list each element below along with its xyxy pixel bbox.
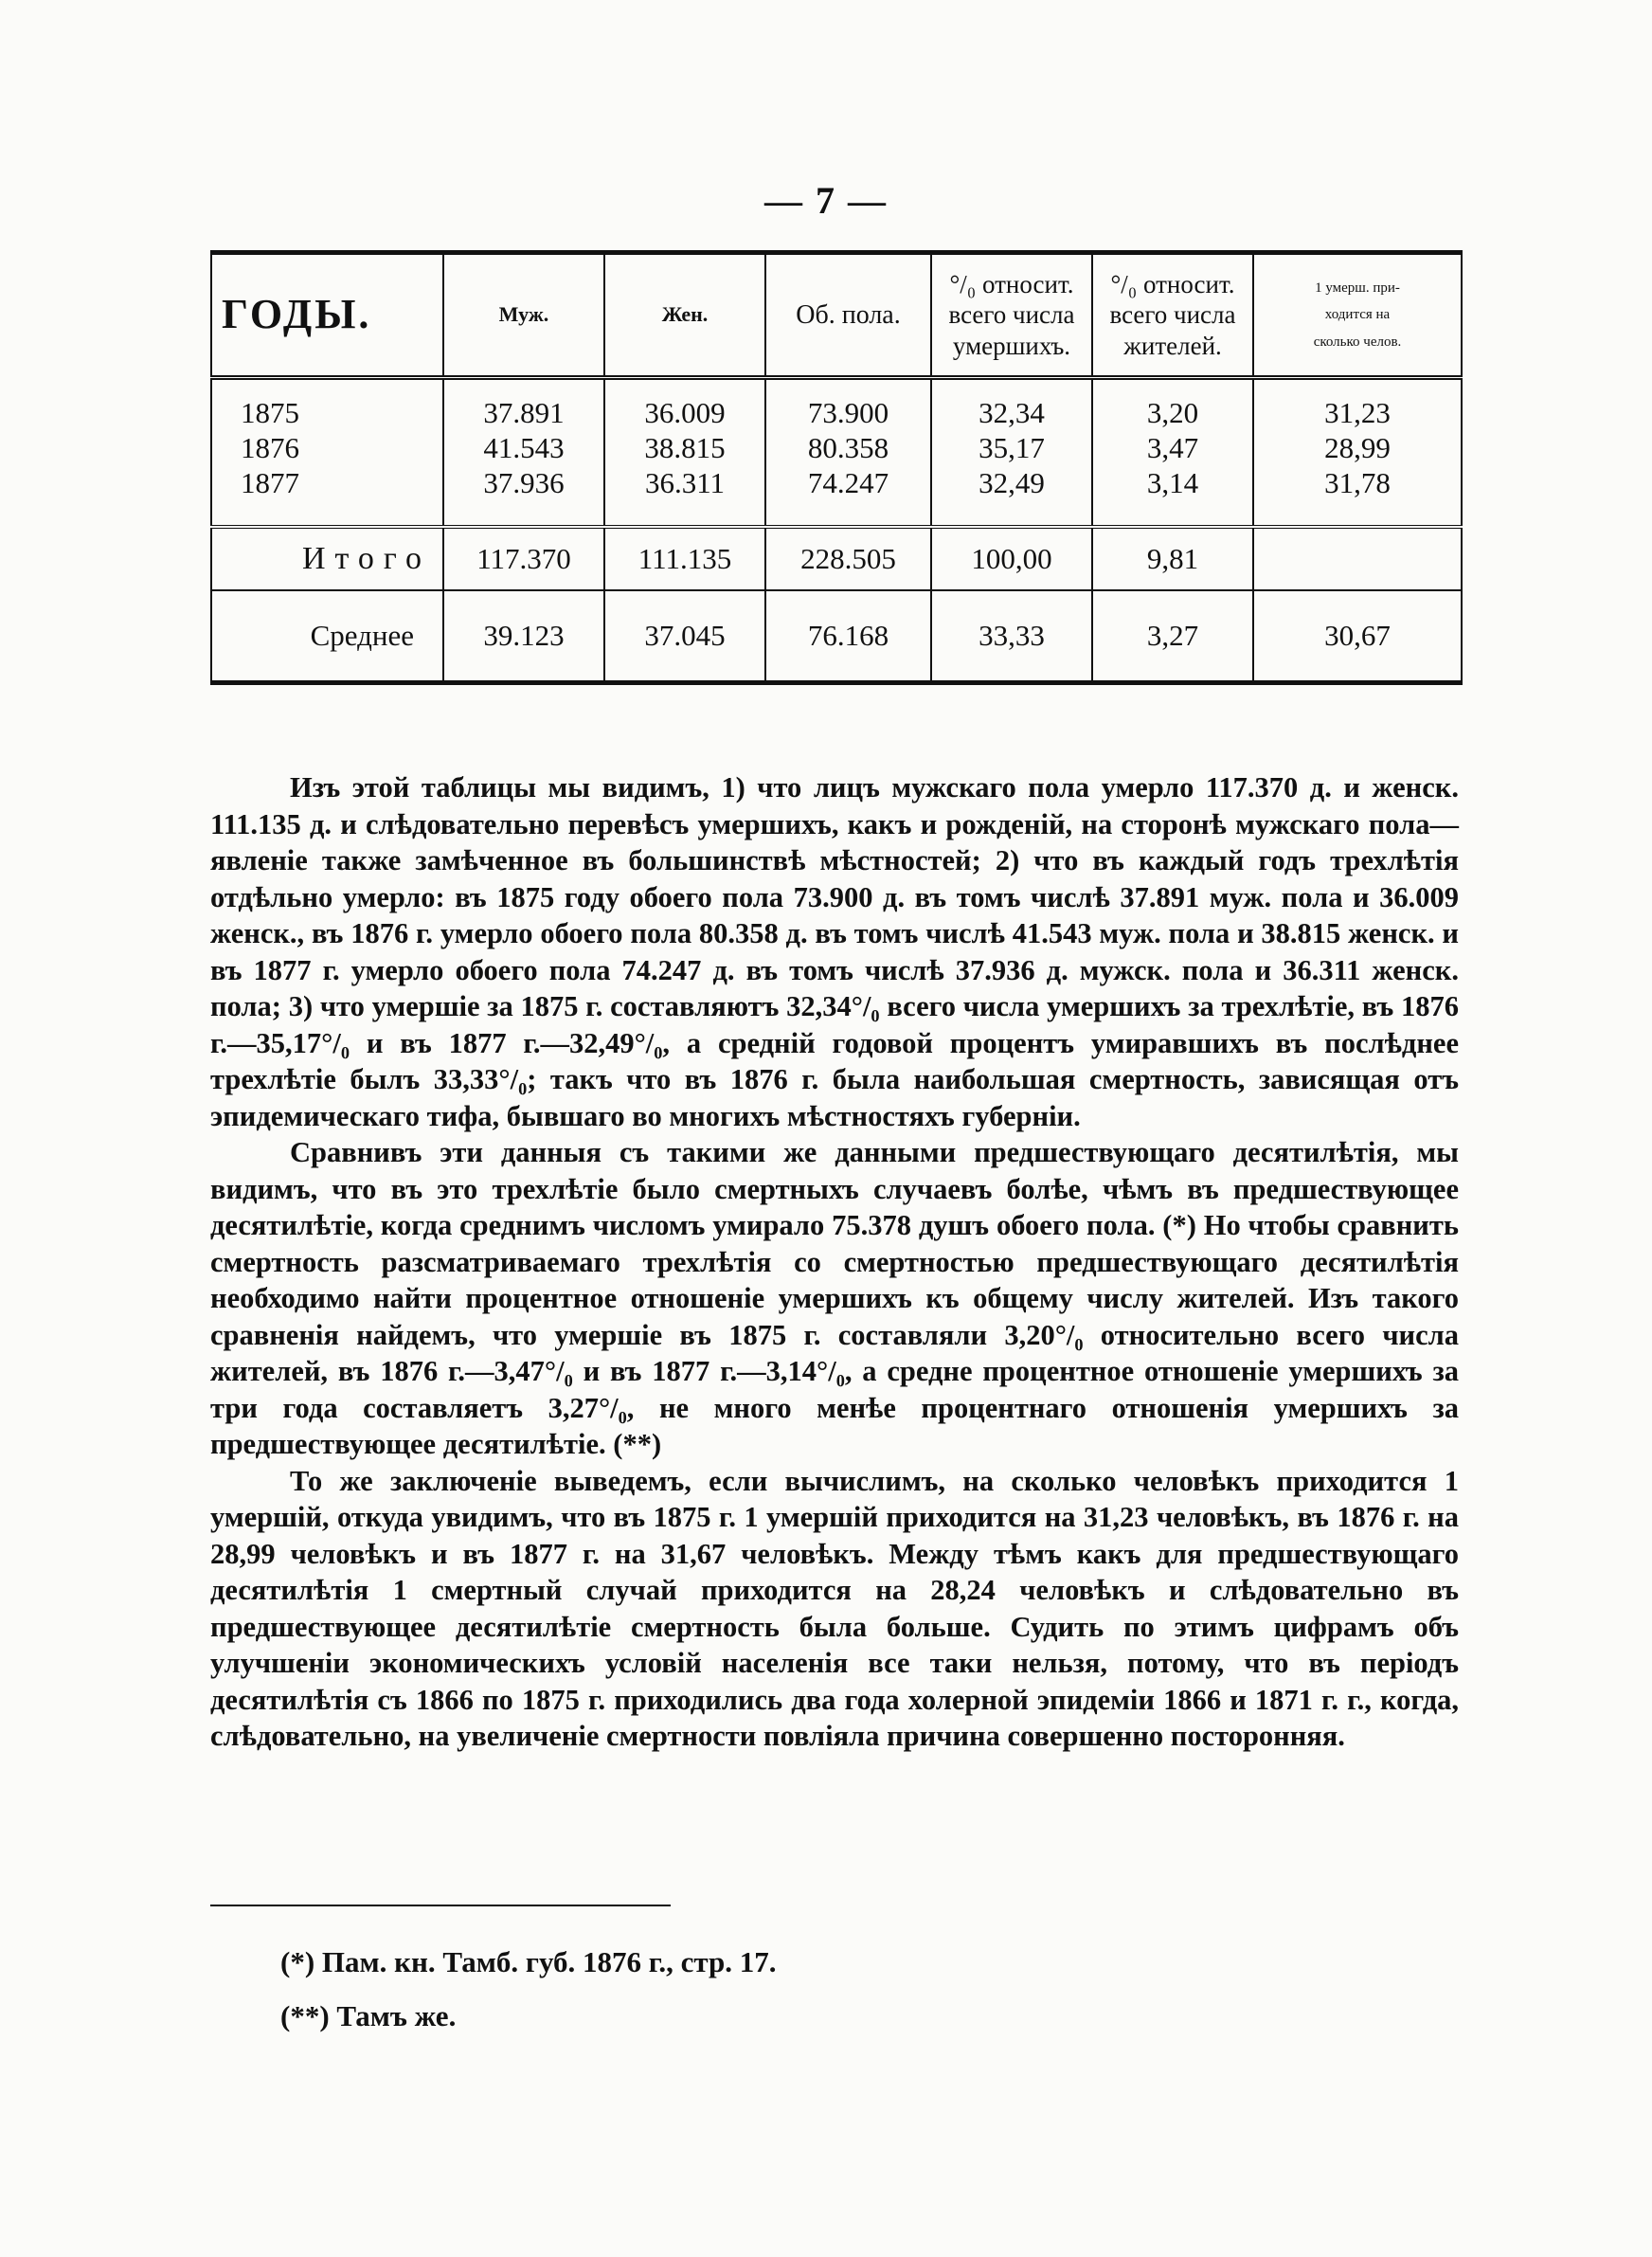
table-cell: 3,27 — [1092, 590, 1253, 683]
table-cell: 28,99 — [1324, 431, 1391, 464]
table-cell: 1875 — [241, 396, 299, 429]
footnote: (*) Пам. кн. Тамб. губ. 1876 г., стр. 17. — [280, 1945, 777, 1978]
table-cell: 73.900 — [807, 396, 889, 429]
header-years: ГОДЫ. — [222, 291, 372, 338]
column-male — [443, 378, 604, 528]
table-cell: 39.123 — [443, 590, 604, 683]
table-row-years — [211, 378, 1462, 528]
table-cell — [1253, 527, 1462, 590]
table-cell: 9,81 — [1092, 527, 1253, 590]
header-per-persons: 1 умерш. при- ходится на сколько челов. — [1253, 253, 1462, 378]
body-text — [210, 769, 1459, 1755]
table-cell: 36.009 — [644, 396, 726, 429]
table-cell: 31,78 — [1324, 466, 1391, 499]
mean-label: Среднее — [211, 590, 443, 683]
table-cell: 76.168 — [765, 590, 931, 683]
table-cell: 1877 — [241, 466, 299, 499]
mortality-table — [210, 250, 1463, 685]
table-cell: 3,14 — [1146, 466, 1199, 499]
table-cell: 37.936 — [483, 466, 565, 499]
table-cell: 3,47 — [1146, 431, 1199, 464]
table-cell: 36.311 — [644, 466, 726, 499]
table-cell: 32,49 — [979, 466, 1045, 499]
table-cell: 38.815 — [644, 431, 726, 464]
table-cell: 30,67 — [1253, 590, 1462, 683]
table-cell: 111.135 — [604, 527, 765, 590]
column-both — [765, 378, 931, 528]
footnote: (**) Тамъ же. — [280, 1999, 457, 2032]
column-per-persons — [1253, 378, 1462, 528]
page-number: — 7 — — [764, 179, 888, 222]
table-cell: 228.505 — [765, 527, 931, 590]
table-row-mean — [211, 590, 1462, 683]
table-cell: 1876 — [241, 431, 299, 464]
table-cell: 3,20 — [1146, 396, 1199, 429]
paragraph: То же заключеніе выведемъ, если вычислимъ, на сколько человѣкъ приходится 1 умершій, откуда увидимъ, что въ 1875 г. 1 умершій приходится на 31,23 человѣкъ, въ 1876 г. на 28,99 человѣкъ и въ 1877 г. на 31,67 человѣкъ. Между тѣмъ какъ для предшествующаго десятилѣтія 1 смертный случай приходится на 28,24 человѣкъ и слѣдовательно въ предшествующее десятилѣтіе смертность была больше. Судить по этимъ цифрамъ объ улучшеніи экономическихъ условій населенія все таки нельзя, потому, что въ періодъ десятилѣтія съ 1866 по 1875 г. приходились два года холерной эпидеміи 1866 и 1871 г. г., когда, слѣдовательно, на увеличеніе смертности повліяла причина совершенно посторонняя. — [210, 1464, 1459, 1752]
total-label: Итого — [211, 527, 443, 590]
table-cell: 35,17 — [979, 431, 1045, 464]
header-both: Об. пола. — [765, 253, 931, 378]
table-cell: 37.045 — [604, 590, 765, 683]
header-male: Муж. — [443, 253, 604, 378]
table-cell: 31,23 — [1324, 396, 1391, 429]
footnotes — [280, 1935, 776, 2043]
column-years — [211, 378, 443, 528]
table-cell: 32,34 — [979, 396, 1045, 429]
table-header-row — [211, 253, 1462, 378]
table-cell: 41.543 — [483, 431, 565, 464]
table-cell: 117.370 — [443, 527, 604, 590]
header-pct-population: °/₀ относит. всего числа жителей. — [1092, 253, 1253, 378]
header-female: Жен. — [604, 253, 765, 378]
table-cell: 80.358 — [807, 431, 889, 464]
column-female — [604, 378, 765, 528]
footnote-divider — [210, 1905, 671, 1906]
header-pct-deaths: °/₀ относит. всего числа умершихъ. — [931, 253, 1092, 378]
table-cell: 33,33 — [931, 590, 1092, 683]
paragraph: Изъ этой таблицы мы видимъ, 1) что лицъ мужскаго пола умерло 117.370 д. и женск. 111.135 д. и слѣдовательно перевѣсъ умершихъ, какъ и рожденій, на сторонѣ мужскаго пола—явленіе также замѣченное въ большинствѣ мѣстностей; 2) что въ каждый годъ трехлѣтія отдѣльно умерло: въ 1875 году обоего пола 73.900 д. въ томъ числѣ 37.891 муж. пола и 36.009 женск., въ 1876 г. умерло обоего пола 80.358 д. въ томъ числѣ 41.543 муж. пола и 38.815 женск. и въ 1877 г. умерло обоего пола 74.247 д. въ томъ числѣ 37.936 д. мужск. пола и 36.311 женск. пола; 3) что умершіе за 1875 г. составляютъ 32,34°/₀ всего числа умершихъ за трехлѣтіе, въ 1876 г.—35,17°/₀ и въ 1877 г.—32,49°/₀, а средній годовой процентъ умиравшихъ въ послѣднее трехлѣтіе былъ 33,33°/₀; такъ что въ 1876 г. была наибольшая смертность, зависящая отъ эпидемическаго тифа, бывшаго во многихъ мѣстностяхъ губерніи. — [210, 771, 1459, 1132]
paragraph: Сравнивъ эти данныя съ такими же данными предшествующаго десятилѣтія, мы видимъ, что въ это трехлѣтіе было смертныхъ случаевъ болѣе, чѣмъ въ предшествующее десятилѣтіе, когда среднимъ числомъ умирало 75.378 душъ обоего пола. (*) Но чтобы сравнить смертность разсматриваемаго трехлѣтія со смертностью предшествующаго десятилѣтія необходимо найти процентное отношеніе умершихъ къ общему числу жителей. Изъ такого сравненія найдемъ, что умершіе въ 1875 г. составляли 3,20°/₀ относительно всего числа жителей, въ 1876 г.—3,47°/₀ и въ 1877 г.—3,14°/₀, а средне процентное отношеніе умершихъ за три года составляетъ 3,27°/₀, не много менѣе процентнаго отношенія умершихъ за предшествующее десятилѣтіе. (**) — [210, 1136, 1459, 1460]
column-pct-deaths — [931, 378, 1092, 528]
table-row-total — [211, 527, 1462, 590]
column-pct-population — [1092, 378, 1253, 528]
table-cell: 74.247 — [807, 466, 889, 499]
table-cell: 100,00 — [931, 527, 1092, 590]
table-cell: 37.891 — [483, 396, 565, 429]
